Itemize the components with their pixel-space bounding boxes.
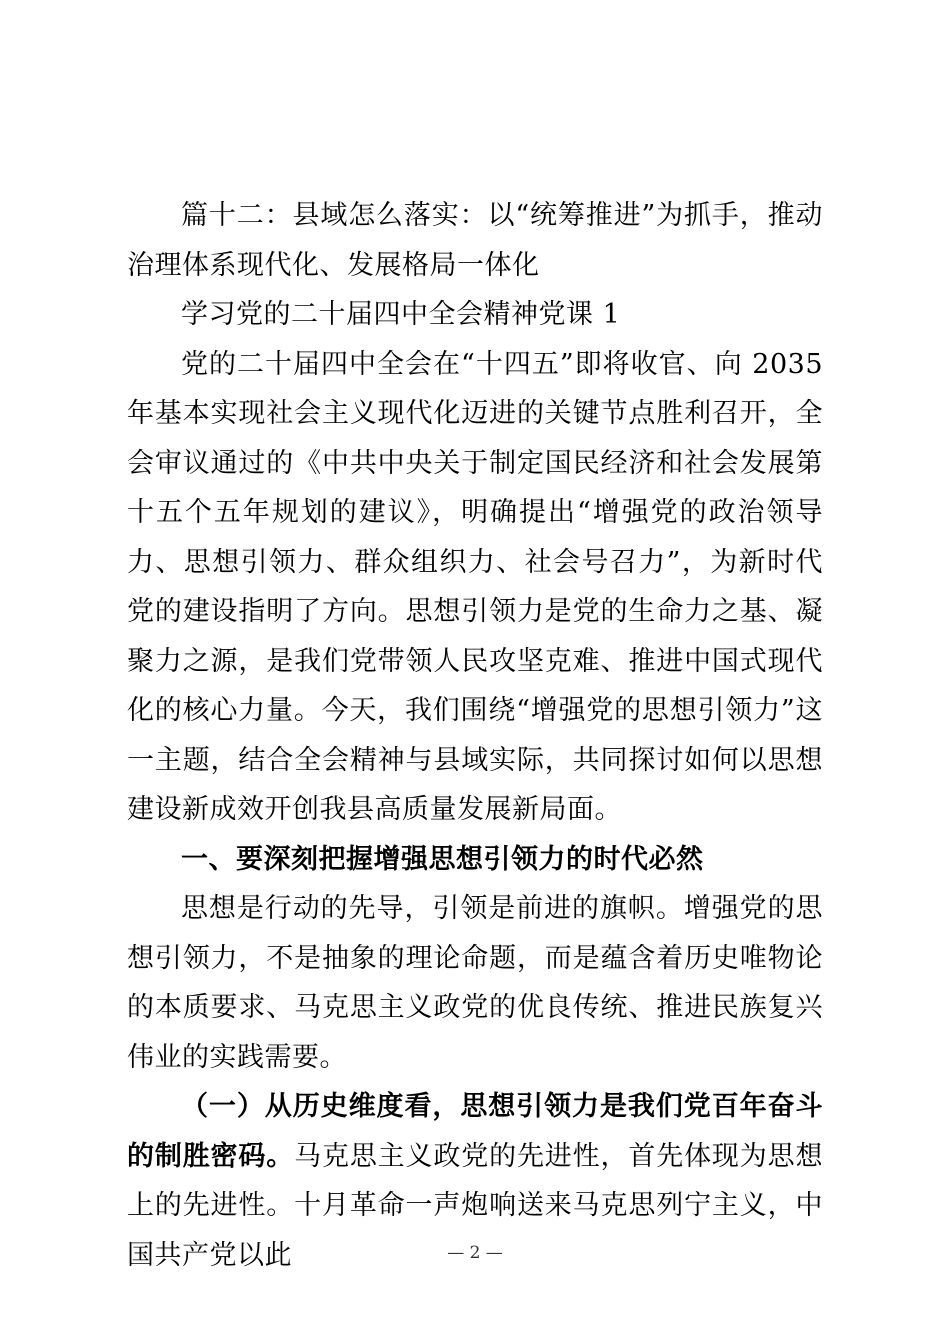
intro-paragraph: 党的二十届四中全会在“十四五”即将收官、向 2035 年基本实现社会主义现代化迈进的关键节点胜利召开，全会审议通过的《中共中央关于制定国民经济和社会发展第十五个五年规划的建议》，明确提出“增强党的政治领导力、思想引领力、群众组织力、社会号召力”，为新时代党的建设指明了方向。思想引领力是党的生命力之基、凝聚力之源，是我们党带领人民攻坚克难、推进中国式现代化的核心力量。今天，我们围绕“增强党的思想引领力”这一主题，结合全会精神与县域实际，共同探讨如何以思想建设新成效开创我县高质量发展新局面。 — [127, 348, 823, 825]
page-number: — 2 — — [447, 1243, 503, 1263]
subsection-text: 马克思主义政党的先进性，首先体现为思想上的先进性。十月革命一声炮响送来马克思列宁主义，中国共产党以此 — [127, 1140, 823, 1271]
document-subtitle: 学习党的二十届四中全会精神党课 1 — [181, 299, 621, 330]
section-paragraph: 思想是行动的先导，引领是前进的旗帜。增强党的思想引领力，不是抽象的理论命题，而是蕴含着历史唯物论的本质要求、马克思主义政党的优良传统、推进民族复兴伟业的实践需要。 — [127, 893, 823, 1073]
section-heading: 一、要深刻把握增强思想引领力的时代必然 — [181, 843, 704, 875]
document-title: 篇十二：县域怎么落实：以“统筹推进”为抓手，推动治理体系现代化、发展格局一体化 — [127, 200, 823, 281]
document-body — [127, 191, 823, 1280]
subsection-lead: （一）从历史维度看，思想引领力是我们党百年奋斗的制胜密码。 — [127, 1091, 823, 1172]
